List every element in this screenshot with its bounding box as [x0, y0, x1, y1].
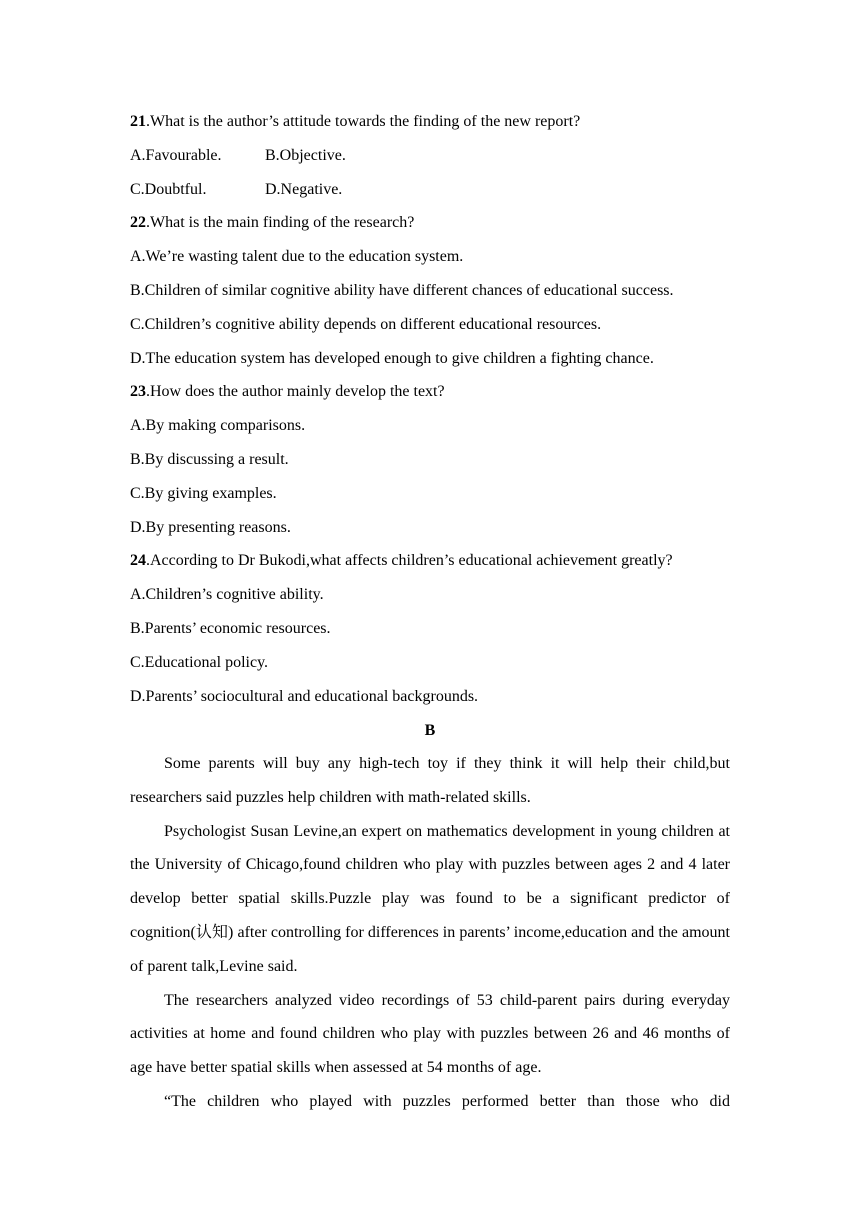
option-c: C.By giving examples.: [130, 485, 277, 502]
section-heading: B: [424, 722, 436, 739]
question-24: [130, 551, 673, 571]
question-text: .According to Dr Bukodi,what affects children’s educational achievement greatly?: [146, 552, 673, 569]
options-row: [130, 180, 343, 200]
question-22: [130, 213, 414, 233]
passage-paragraph: “The children who played with puzzles performed better than those who did: [164, 1092, 730, 1110]
option-b: B.Parents’ economic resources.: [130, 620, 331, 637]
option-a: A.By making comparisons.: [130, 417, 306, 434]
question-number: 23: [130, 383, 146, 400]
option-c: C.Children’s cognitive ability depends on different educational resources.: [130, 316, 602, 333]
option-c: C.Doubtful.: [130, 181, 207, 198]
question-23: [130, 382, 445, 402]
option-b: B.By discussing a result.: [130, 451, 289, 468]
question-21: [130, 112, 580, 132]
passage-paragraph: Psychologist Susan Levine,an expert on mathematics development in young children at the University of Chicago,found children who play with puzzles between ages 2 and 4 later develop better spatial skills.Puzzle play was found to be a significant predictor of cognition(认知) after controlling for differences in parents’ income,education and the amount of parent talk,Levine said.: [130, 822, 730, 975]
option-a: A.We’re wasting talent due to the education system.: [130, 248, 464, 265]
question-text: .What is the author’s attitude towards the finding of the new report?: [146, 113, 581, 130]
option-a: A.Favourable.: [130, 147, 222, 164]
passage-paragraph: The researchers analyzed video recordings of 53 child-parent pairs during everyday activities at home and found children who play with puzzles between 26 and 46 months of age have better spatial skills when assessed at 54 months of age.: [130, 991, 730, 1077]
passage-paragraph: Some parents will buy any high-tech toy if they think it will help their child,but researchers said puzzles help children with math-related skills.: [130, 755, 730, 806]
option-d: D.By presenting reasons.: [130, 519, 291, 536]
option-d: D.Parents’ sociocultural and educational backgrounds.: [130, 688, 479, 705]
option-d: D.The education system has developed enough to give children a fighting chance.: [130, 350, 654, 367]
question-text: .How does the author mainly develop the text?: [146, 383, 445, 400]
question-text: .What is the main finding of the research?: [146, 214, 415, 231]
question-number: 21: [130, 113, 146, 130]
question-number: 24: [130, 552, 146, 569]
options-row: [130, 146, 346, 166]
option-b: B.Objective.: [265, 147, 346, 164]
question-number: 22: [130, 214, 146, 231]
option-d: D.Negative.: [265, 181, 343, 198]
option-b: B.Children of similar cognitive ability have different chances of educational success.: [130, 282, 674, 299]
passage: [130, 747, 730, 1119]
option-a: A.Children’s cognitive ability.: [130, 586, 324, 603]
option-c: C.Educational policy.: [130, 654, 269, 671]
